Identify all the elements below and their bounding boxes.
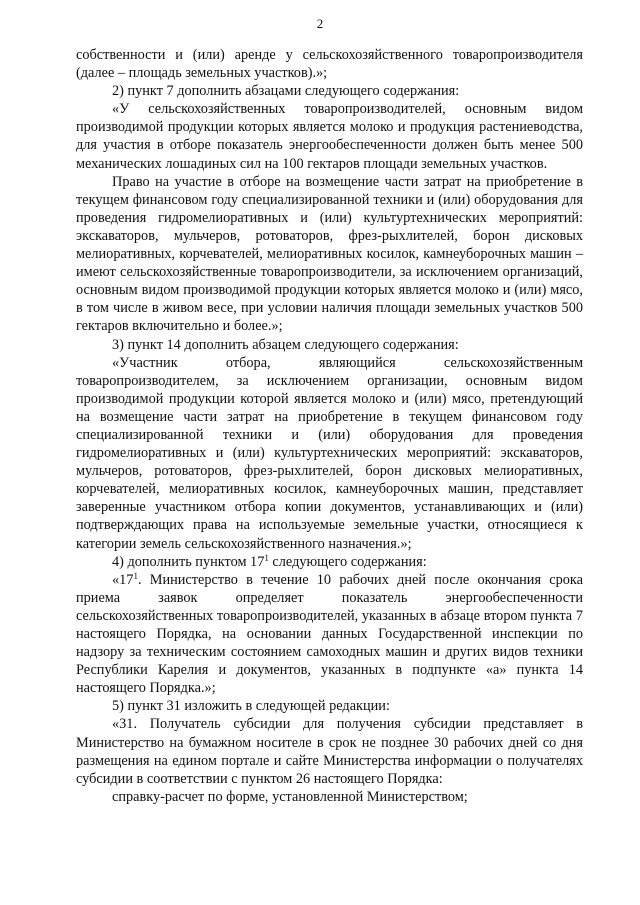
point-17-1-text-after: . Министерство в течение 10 рабочих дней после окончания срока приема заявок определяет показатель энергообеспеченности сельскохозяйственных товаропроизводителей, указанных в абзаце втором пункта 7 настоящего Порядка, на основании данных Государственной инспекции по надзору за техническим состоянием самоходных машин и других видов техники Республики Карелия и документов, указанных в подпункте «а» пункта 14 настоящего Порядка.»; [76,571,583,697]
paragraph-point-31: «31. Получатель субсидии для получения субсидии представляет в Министерство на бумажном носителе в срок не позднее 30 рабочих дней со дня размещения на едином портале и сайте Министерства информации о получателях субсидии в соответствии с пунктом 26 настоящего Порядка: [76,716,583,787]
paragraph-energy-threshold: «У сельскохозяйственных товаропроизводителей, основным видом производимой продукции которых является молоко и продукция растениеводства, для участия в отборе показатель энергообеспеченности должен быть менее 500 механических лошадиных сил на 100 гектаров площади земельных участков. [76,101,583,172]
paragraph-ownership-tail: собственности и (или) аренде у сельскохозяйственного товаропроизводителя (далее – площадь земельных участков).»; [76,47,583,82]
page-number: 2 [316,16,324,31]
paragraph-item-2: 2) пункт 7 дополнить абзацами следующего содержания: [112,83,460,100]
item-4-text-after: следующего содержания: [268,553,427,570]
paragraph-point-17-1 [76,571,583,698]
paragraph-item-3: 3) пункт 14 дополнить абзацем следующего содержания: [112,336,459,353]
paragraph-item-4 [76,553,583,571]
item-4-text-before: 4) дополнить пунктом 17 [112,553,265,570]
document-body [76,46,583,806]
paragraph-calculation-certificate: справку-расчет по форме, установленной Министерством; [112,788,468,805]
item-4-superscript: 1 [264,552,269,563]
point-17-1-text-before: «17 [112,571,134,588]
point-17-1-superscript: 1 [133,570,138,581]
paragraph-participant-documents: «Участник отбора, являющийся сельскохозяйственным товаропроизводителем, за исключением организации, основным видом производимой продукции которой является молоко и (или) мясо, претендующий на возмещение части затрат на приобретение в текущем финансовом году специализированной техники и (или) оборудования для проведения гидромелиоративных и (или) культуртехнических мероприятий: экскаваторов, мульчеров, ротоваторов, фрез-рыхлителей, борон дисковых мелиоративных, корчевателей, мелиоративных косилок, камнеуборочных машин, представляет заверенные участником отбора копии документов, устанавливающих и (или) подтверждающих права на используемые земельные участки, относящиеся к категории земель сельскохозяйственного назначения.»; [76,354,583,552]
paragraph-right-to-participate: Право на участие в отборе на возмещение части затрат на приобретение в текущем финансовом году специализированной техники и (или) оборудования для проведения гидромелиоративных и (или) культуртехнических мероприятий: экскаваторов, мульчеров, ротоваторов, фрез-рыхлителей, борон дисковых мелиоративных, корчевателей, мелиоративных косилок, камнеуборочных машин – имеют сельскохозяйственные товаропроизводители, за исключением организаций, основным видом производимой продукции которых является молоко и (или) мясо, в том числе в живом весе, при условии наличия площади земельных участков 500 гектаров включительно и более.»; [76,173,583,335]
paragraph-item-5: 5) пункт 31 изложить в следующей редакции: [112,698,390,715]
